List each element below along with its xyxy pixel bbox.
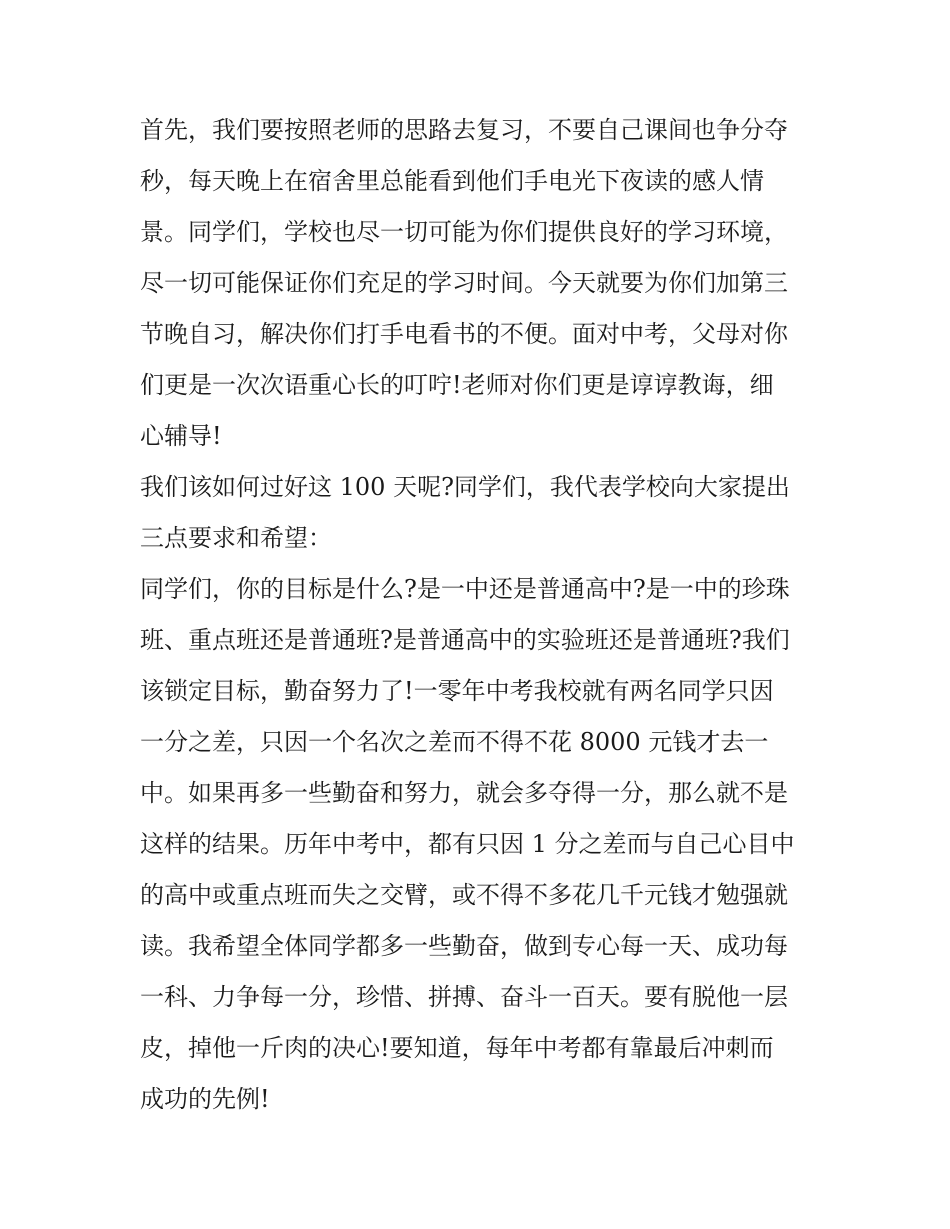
text-line: 们更是一次次语重心长的叮咛!老师对你们更是谆谆教诲，细 bbox=[140, 371, 774, 399]
text-line: 该锁定目标，勤奋努力了!一零年中考我校就有两名同学只因 bbox=[140, 677, 774, 705]
text-line: 班、重点班还是普通班?是普通高中的实验班还是普通班?我们 bbox=[140, 626, 790, 654]
text-line: 的高中或重点班而失之交臂，或不得不多花几千元钱才勉强就 bbox=[140, 881, 788, 909]
text-line: 同学们，你的目标是什么?是一中还是普通高中?是一中的珍珠 bbox=[140, 575, 790, 603]
text-line: 成功的先例! bbox=[140, 1085, 270, 1113]
text-line: 秒，每天晚上在宿舍里总能看到他们手电光下夜读的感人情 bbox=[140, 167, 764, 195]
text-line: 我们该如何过好这 100 天呢?同学们，我代表学校向大家提出 bbox=[140, 473, 790, 501]
text-line: 这样的结果。历年中考中，都有只因 1 分之差而与自己心目中 bbox=[140, 830, 795, 858]
text-line: 首先，我们要按照老师的思路去复习，不要自己课间也争分夺 bbox=[140, 116, 788, 144]
text-line: 尽一切可能保证你们充足的学习时间。今天就要为你们加第三 bbox=[140, 269, 788, 297]
text-line: 一科、力争每一分，珍惜、拼搏、奋斗一百天。要有脱他一层 bbox=[140, 983, 788, 1011]
text-line: 读。我希望全体同学都多一些勤奋，做到专心每一天、成功每 bbox=[140, 932, 788, 960]
text-line: 景。同学们，学校也尽一切可能为你们提供良好的学习环境， bbox=[140, 218, 788, 246]
text-line: 节晚自习，解决你们打手电看书的不便。面对中考，父母对你 bbox=[140, 320, 788, 348]
text-line: 中。如果再多一些勤奋和努力，就会多夺得一分，那么就不是 bbox=[140, 779, 788, 807]
text-line: 三点要求和希望： bbox=[140, 524, 332, 552]
body-text bbox=[140, 105, 820, 1125]
text-line: 心辅导! bbox=[140, 422, 222, 450]
text-line: 皮，掉他一斤肉的决心!要知道，每年中考都有靠最后冲刺而 bbox=[140, 1034, 774, 1062]
text-line: 一分之差，只因一个名次之差而不得不花 8000 元钱才去一 bbox=[140, 728, 769, 756]
